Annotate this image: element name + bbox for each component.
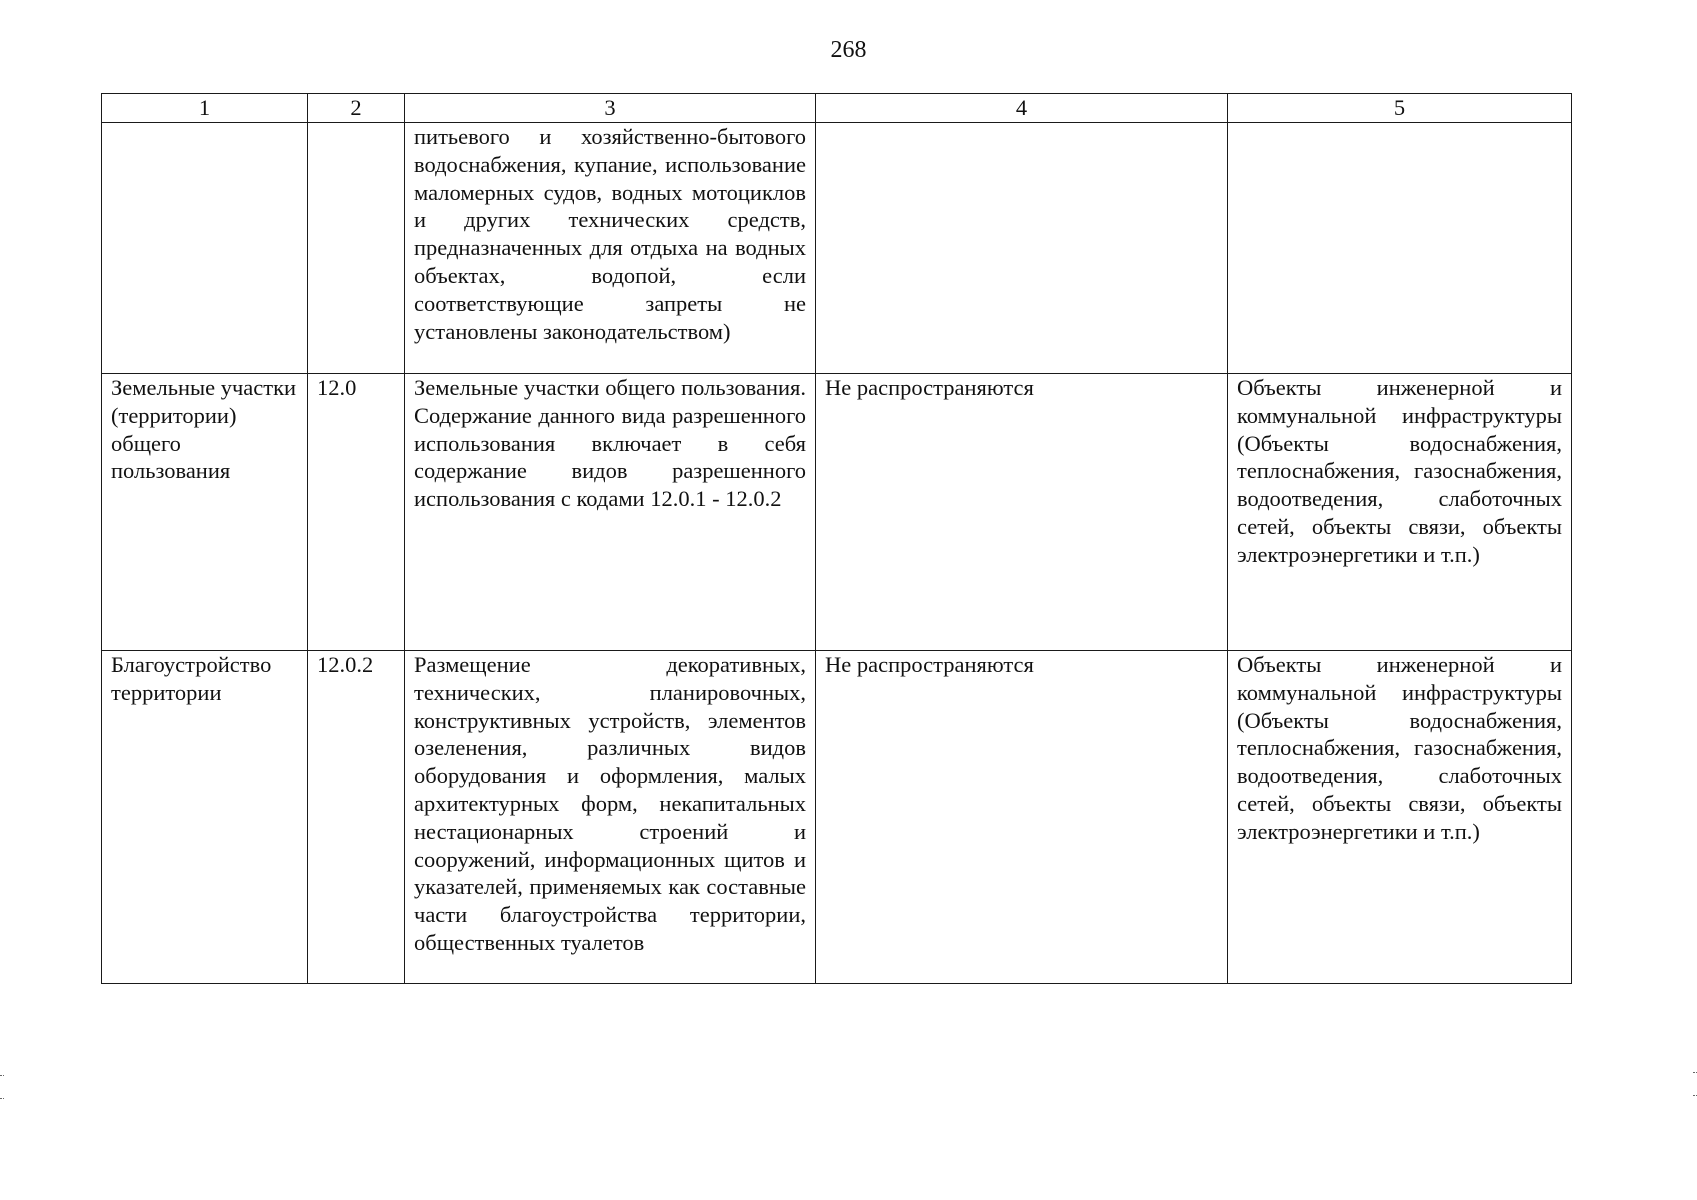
column-header: 2	[308, 94, 405, 123]
column-header: 1	[102, 94, 308, 123]
table-cell: Не распространяются	[816, 374, 1228, 651]
column-header: 3	[405, 94, 816, 123]
table-cell: Благоустройство территории	[102, 651, 308, 984]
table-cell: Размещение декоративных, технических, планировочных, конструктивных устройств, элементов озеленения, различных видов оборудования и оформления, малых архитектурных форм, некапитальных нестационарных строений и сооружений, информационных щитов и указателей, применяемых как составные части благоустройства территории, общественных туалетов	[405, 651, 816, 984]
table-cell: Объекты инженерной и коммунальной инфраструктуры (Объекты водоснабжения, теплоснабжения, газоснабжения, водоотведения, слаботочных сетей, объекты связи, объекты электроэнергетики и т.п.)	[1228, 651, 1572, 984]
table-cell	[308, 123, 405, 374]
land-use-table	[101, 93, 1572, 984]
column-header: 5	[1228, 94, 1572, 123]
table-row	[102, 651, 1572, 984]
table-cell	[816, 123, 1228, 374]
page-number: 268	[830, 37, 867, 63]
table-cell	[102, 123, 308, 374]
table-cell: питьевого и хозяйственно-бытового водоснабжения, купание, использование маломерных судов, водных мотоциклов и других технических средств, предназначенных для отдыха на водных объектах, водопой, если соответствующие запреты не установлены законодательством)	[405, 123, 816, 374]
table-cell: 12.0	[308, 374, 405, 651]
table-cell: Земельные участки (территории) общего пользования	[102, 374, 308, 651]
column-header: 4	[816, 94, 1228, 123]
scan-margin-mark	[0, 1075, 4, 1099]
table-cell: Не распространяются	[816, 651, 1228, 984]
table-cell	[1228, 123, 1572, 374]
scan-margin-mark	[1693, 1072, 1697, 1096]
table-cell: 12.0.2	[308, 651, 405, 984]
table-row	[102, 374, 1572, 651]
table-row	[102, 123, 1572, 374]
table-cell: Земельные участки общего пользования. Содержание данного вида разрешенного использования включает в себя содержание видов разрешенного использования с кодами 12.0.1 - 12.0.2	[405, 374, 816, 651]
table-cell: Объекты инженерной и коммунальной инфраструктуры (Объекты водоснабжения, теплоснабжения, газоснабжения, водоотведения, слаботочных сетей, объекты связи, объекты электроэнергетики и т.п.)	[1228, 374, 1572, 651]
table-header-row	[102, 94, 1572, 123]
